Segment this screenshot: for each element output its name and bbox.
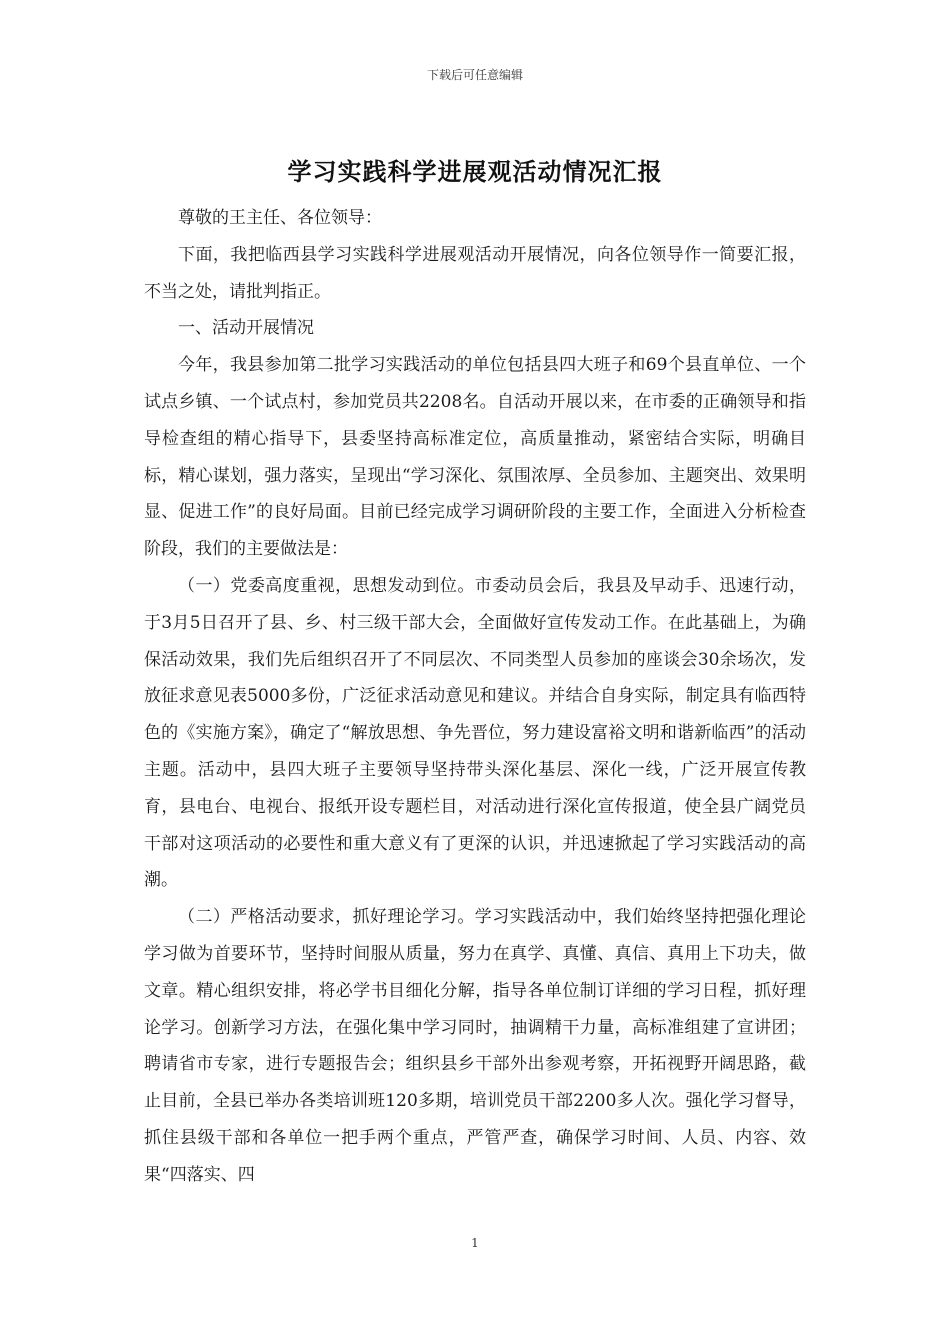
body-paragraph: 今年，我县参加第二批学习实践活动的单位包括县四大班子和69个县直单位、一个试点乡镇、一个试点村，参加党员共2208名。自活动开展以来，在市委的正确领导和指导检查组的精心指导下，县委坚持高标准定位，高质量推动，紧密结合实际，明确目标，精心谋划，强力落实，呈现出“学习深化、氛围浓厚、全员参加、主题突出、效果明显、促进工作”的良好局面。目前已经完成学习调研阶段的主要工作，全面进入分析检查阶段，我们的主要做法是：	[144, 355, 806, 560]
section-heading: 一、活动开展情况	[178, 318, 314, 339]
salutation: 尊敬的王主任、各位领导：	[178, 208, 382, 228]
body-paragraph: 下面，我把临西县学习实践科学进展观活动开展情况，向各位领导作一简要汇报，不当之处，请批判指正。	[144, 244, 806, 302]
page-number: 1	[471, 1236, 479, 1250]
header-note: 下载后可任意编辑	[426, 68, 523, 82]
body-paragraph: （二）严格活动要求，抓好理论学习。学习实践活动中，我们始终坚持把强化理论学习做为首要环节，坚持时间服从质量，努力在真学、真懂、真信、真用上下功夫，做文章。精心组织安排，将必学书目细化分解，指导各单位制订详细的学习日程，抓好理论学习。创新学习方法，在强化集中学习同时，抽调精干力量，高标准组建了宣讲团；聘请省市专家，进行专题报告会；组织县乡干部外出参观考察，开拓视野开阔思路，截止目前，全县已举办各类培训班120多期，培训党员干部2200多人次。强化学习督导，抓住县级干部和各单位一把手两个重点，严管严查，确保学习时间、人员、内容、效果“四落实、四	[144, 907, 806, 1185]
document-title: 学习实践科学进展观活动情况汇报	[287, 158, 663, 186]
document-body	[144, 200, 806, 1194]
body-paragraph: （一）党委高度重视，思想发动到位。市委动员会后，我县及早动手、迅速行动，于3月5日召开了县、乡、村三级干部大会，全面做好宣传发动工作。在此基础上，为确保活动效果，我们先后组织召开了不同层次、不同类型人员参加的座谈会30余场次，发放征求意见表5000多份，广泛征求活动意见和建议。并结合自身实际，制定具有临西特色的《实施方案》，确定了“解放思想、争先晋位，努力建设富裕文明和谐新临西”的活动主题。活动中，县四大班子主要领导坚持带头深化基层、深化一线，广泛开展宣传教育，县电台、电视台、报纸开设专题栏目，对活动进行深化宣传报道，使全县广阔党员干部对这项活动的必要性和重大意义有了更深的认识，并迅速掀起了学习实践活动的高潮。	[144, 575, 806, 891]
